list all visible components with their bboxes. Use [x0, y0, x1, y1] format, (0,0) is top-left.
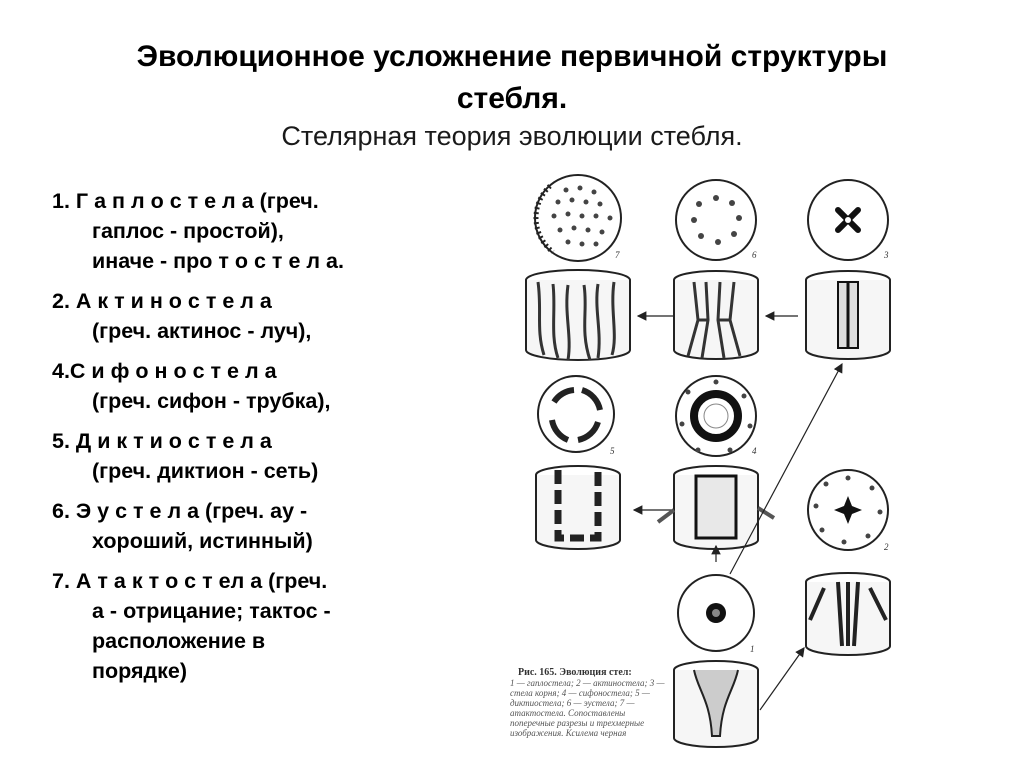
- list-item-line: 4.С и ф о н о с т е л а: [52, 359, 277, 383]
- title-line-2: стебля.: [456, 82, 568, 115]
- page-subtitle: Стелярная теория эволюции стебля.: [281, 121, 743, 151]
- figure-number-2: 2: [884, 542, 889, 552]
- figure-number-3: 3: [884, 250, 889, 260]
- actinostele-cylinder: [806, 573, 890, 655]
- figure-number-7: 7: [615, 250, 620, 260]
- list-item-line: 6. Э у с т е л а (греч. ау -: [52, 499, 308, 523]
- list-item-line: а - отрицание; тактос -: [92, 599, 331, 623]
- dictyostele-cylinder: [536, 466, 620, 549]
- stele-evolution-figure: [498, 170, 918, 750]
- list-item-line: (греч. актинос - луч),: [92, 319, 312, 343]
- list-item-line: 7. А т а к т о с т ел а (греч.: [52, 569, 328, 593]
- list-item-line: 5. Д и к т и о с т е л а: [52, 429, 272, 453]
- list-item-eustele: [52, 496, 472, 556]
- list-item-line: порядке): [92, 659, 188, 683]
- siphonostele-cylinder: [658, 466, 774, 549]
- list-item-line: иначе - про т о с т е л а.: [92, 249, 344, 273]
- list-item-line: гаплос - простой),: [92, 219, 284, 243]
- list-item-line: хороший, истинный): [92, 529, 313, 553]
- caption-title: Рис. 165. Эволюция стел:: [518, 667, 632, 678]
- atactostele-cylinder: [526, 270, 630, 360]
- title-line-1: Эволюционное усложнение первичной структуры: [136, 40, 888, 73]
- figure-caption: [510, 668, 670, 738]
- figure-number-1: 1: [750, 644, 755, 654]
- list-item-actinostele: [52, 286, 472, 346]
- list-item-dictyostele: [52, 426, 472, 486]
- siphonostele-cross-section: [676, 376, 756, 456]
- list-item-siphonostele: [52, 356, 472, 416]
- caption-body: 1 — гаплостела; 2 — актиностела; 3 — стела корня; 4 — сифоностела; 5 — диктиостела; 6 — эустела; 7 — атактостела. Сопоставлены поперечные разрезы и трехмерные изображения. Ксилема черная: [510, 678, 665, 738]
- page-title: [40, 36, 984, 120]
- root-stele-cross-section: [808, 180, 888, 260]
- list-item-line: 1. Г а п л о с т е л а (греч.: [52, 189, 319, 213]
- eustele-cylinder: [674, 271, 758, 359]
- dictyostele-cross-section: [538, 376, 614, 452]
- haplostele-cylinder: [674, 661, 758, 747]
- list-item-line: расположение в: [92, 629, 266, 653]
- eustele-cross-section: [676, 180, 756, 260]
- haplostele-cross-section: [678, 575, 754, 651]
- list-item-line: (греч. сифон - трубка),: [92, 389, 331, 413]
- figure-number-4: 4: [752, 446, 757, 456]
- figure-number-5: 5: [610, 446, 615, 456]
- stele-types-list: [52, 186, 472, 696]
- list-item-line: 2. А к т и н о с т е л а: [52, 289, 272, 313]
- figure-number-6: 6: [752, 250, 757, 260]
- list-item-line: (греч. диктион - сеть): [92, 459, 319, 483]
- root-stele-cylinder: [806, 271, 890, 359]
- list-item-haplostele: [52, 186, 472, 276]
- list-item-atactostele: [52, 566, 472, 686]
- atactostele-cross-section: [535, 175, 621, 261]
- actinostele-cross-section: [808, 470, 888, 550]
